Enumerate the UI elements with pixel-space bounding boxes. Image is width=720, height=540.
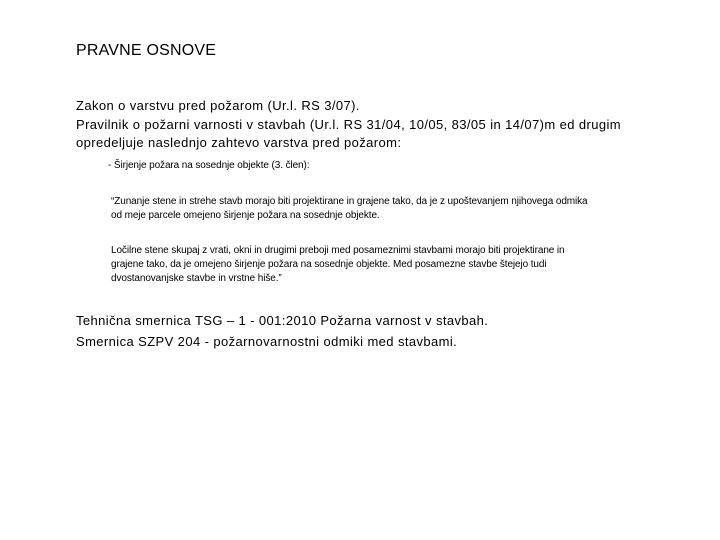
- laws-paragraph: [76, 97, 676, 153]
- slide-title: PRAVNE OSNOVE: [76, 42, 217, 59]
- sub-heading-clen: - Širjenje požara na sosednje objekte (3. člen):: [108, 160, 310, 171]
- quote-line: grajene tako, da je omejeno širjenje požara na sosednje objekte. Med posamezne stavbe štejejo tudi: [111, 259, 547, 270]
- quote-zunanje-stene: [111, 195, 671, 223]
- quote-line: “Zunanje stene in strehe stavb morajo biti projektirane in grajene tako, da je z upoštevanjem njihovega odmika: [111, 196, 588, 207]
- standard-line-tsg: Tehnična smernica TSG – 1 - 001:2010 Požarna varnost v stavbah.: [76, 313, 489, 328]
- law-line-pravilnik: Pravilnik o požarni varnosti v stavbah (Ur.l. RS 31/04, 10/05, 83/05 in 14/07)m ed drugim: [76, 116, 622, 132]
- quote-line: Ločilne stene skupaj z vrati, okni in drugimi preboji med posameznimi stavbami morajo biti projektirane in: [111, 245, 565, 256]
- quote-locilne-stene: [111, 244, 671, 286]
- quote-line: dvostanovanjske stavbe in vrstne hiše.”: [111, 273, 282, 284]
- standard-line-szpv: Smernica SZPV 204 - požarnovarnostni odmiki med stavbami.: [76, 334, 458, 349]
- standards-paragraph: [76, 310, 676, 352]
- quote-line: od meje parcele omejeno širjenje požara na sosednje objekte.: [111, 210, 380, 221]
- law-line-zahteva: opredeljuje naslednjo zahtevo varstva pred požarom:: [76, 135, 402, 150]
- law-line-zakon: Zakon o varstvu pred požarom (Ur.l. RS 3/07).: [76, 98, 360, 113]
